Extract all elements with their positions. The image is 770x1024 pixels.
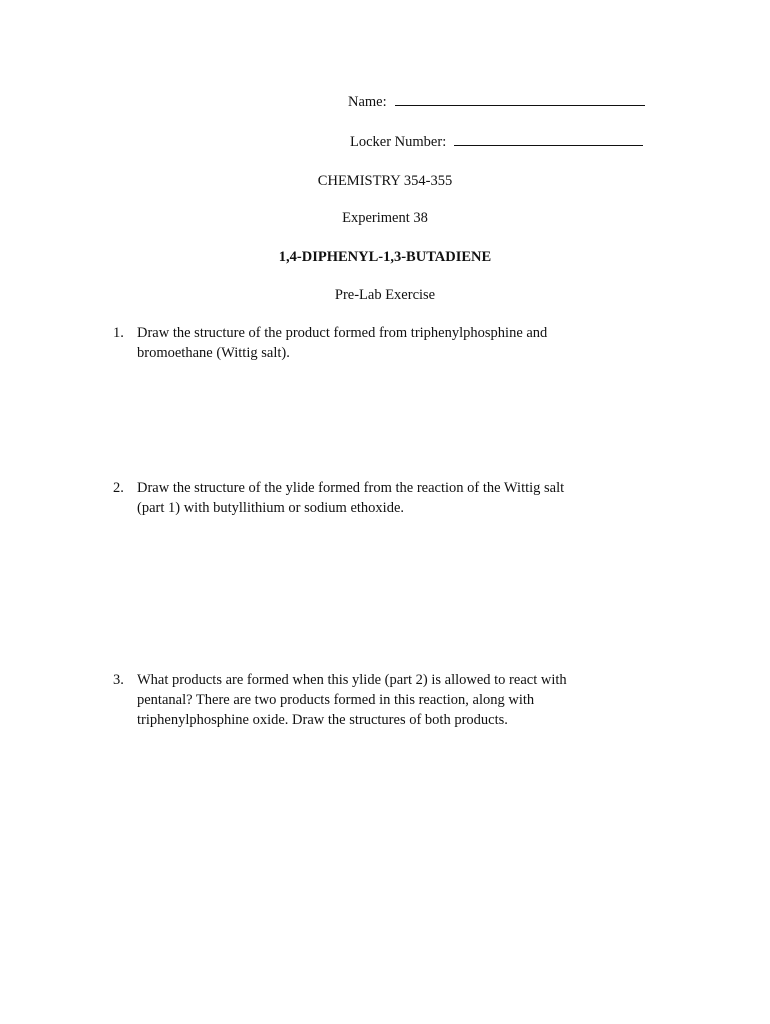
locker-blank[interactable] <box>454 133 643 146</box>
name-field-row <box>348 93 645 111</box>
question-text <box>137 670 653 730</box>
compound-title: 1,4-DIPHENYL-1,3-BUTADIENE <box>278 249 492 265</box>
locker-label: Locker Number: <box>350 134 447 150</box>
question-1 <box>113 323 653 363</box>
question-line: What products are formed when this ylide (part 2) is allowed to react with <box>137 672 567 688</box>
exercise-title: Pre-Lab Exercise <box>334 287 436 303</box>
question-line: Draw the structure of the ylide formed from the reaction of the Wittig salt <box>137 480 565 496</box>
question-3 <box>113 670 653 730</box>
question-number: 2. <box>113 480 124 496</box>
name-label: Name: <box>348 94 387 110</box>
question-line: (part 1) with butyllithium or sodium ethoxide. <box>137 500 405 516</box>
experiment-title: Experiment 38 <box>342 210 428 226</box>
question-text <box>137 323 653 363</box>
name-blank[interactable] <box>395 93 645 106</box>
question-text <box>137 478 653 518</box>
course-title: CHEMISTRY 354-355 <box>317 173 453 189</box>
locker-field-row <box>350 133 643 151</box>
question-number: 3. <box>113 672 124 688</box>
question-line: bromoethane (Wittig salt). <box>137 345 290 361</box>
question-line: pentanal? There are two products formed in this reaction, along with <box>137 692 535 708</box>
question-line: Draw the structure of the product formed from triphenylphosphine and <box>137 325 548 341</box>
question-number: 1. <box>113 325 124 341</box>
question-line: triphenylphosphine oxide. Draw the structures of both products. <box>137 712 508 728</box>
question-2 <box>113 478 653 518</box>
